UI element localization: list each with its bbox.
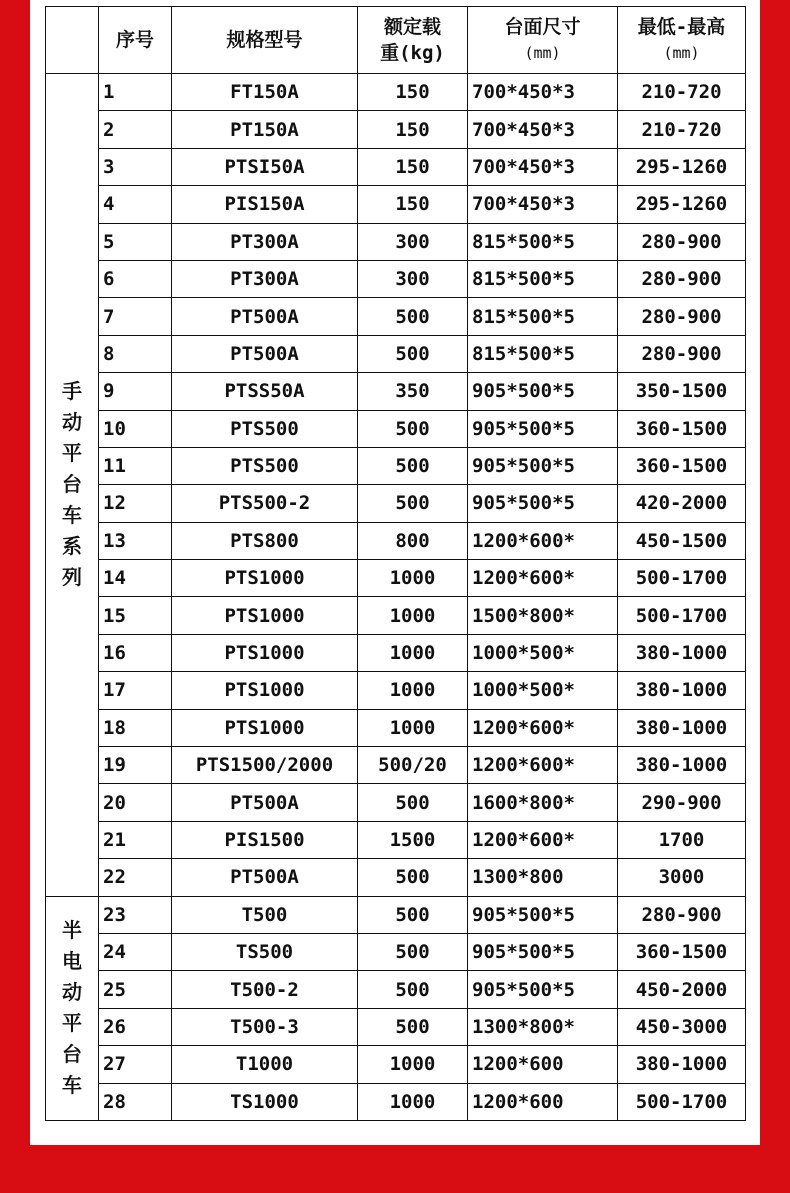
cell-model: PTS500 (172, 447, 358, 484)
cell-model: PTS1000 (172, 634, 358, 671)
group-char: 动 (62, 980, 82, 1005)
cell-load: 300 (358, 223, 468, 260)
cell-no: 20 (99, 784, 172, 821)
table-row (46, 672, 746, 709)
cell-load: 350 (358, 373, 468, 410)
cell-model: T500 (172, 896, 358, 933)
group-char: 平 (62, 1011, 82, 1036)
cell-model: TS500 (172, 933, 358, 970)
group-char: 车 (62, 503, 82, 528)
header-load: 额定载 重(kg) (358, 7, 468, 74)
cell-range: 280-900 (618, 896, 746, 933)
cell-model: PT300A (172, 223, 358, 260)
cell-no: 19 (99, 747, 172, 784)
cell-range: 450-2000 (618, 971, 746, 1008)
cell-no: 1 (99, 74, 172, 111)
cell-no: 16 (99, 634, 172, 671)
cell-no: 8 (99, 335, 172, 372)
cell-size: 1200*600 (468, 1083, 618, 1120)
cell-size: 905*500*5 (468, 485, 618, 522)
cell-range: 360-1500 (618, 410, 746, 447)
table-row (46, 859, 746, 896)
cell-range: 450-3000 (618, 1008, 746, 1045)
cell-load: 500 (358, 410, 468, 447)
cell-model: PTS1000 (172, 597, 358, 634)
cell-model: PTS1000 (172, 709, 358, 746)
group-char: 平 (62, 441, 82, 466)
group-char: 台 (62, 472, 82, 497)
cell-load: 1500 (358, 821, 468, 858)
cell-model: PT300A (172, 260, 358, 297)
table-row (46, 335, 746, 372)
cell-no: 11 (99, 447, 172, 484)
cell-no: 9 (99, 373, 172, 410)
cell-model: PTS800 (172, 522, 358, 559)
cell-load: 1000 (358, 1083, 468, 1120)
cell-no: 4 (99, 186, 172, 223)
cell-no: 21 (99, 821, 172, 858)
cell-size: 815*500*5 (468, 335, 618, 372)
cell-model: PTS1000 (172, 672, 358, 709)
cell-load: 300 (358, 260, 468, 297)
cell-no: 13 (99, 522, 172, 559)
header-size: 台面尺寸 (mm) (468, 7, 618, 74)
table-row (46, 971, 746, 1008)
cell-model: PTSI50A (172, 148, 358, 185)
cell-range: 500-1700 (618, 560, 746, 597)
cell-no: 24 (99, 933, 172, 970)
group-char: 半 (62, 918, 82, 943)
cell-load: 150 (358, 186, 468, 223)
table-row (46, 522, 746, 559)
cell-size: 1200*600* (468, 522, 618, 559)
cell-load: 1000 (358, 672, 468, 709)
cell-size: 905*500*5 (468, 410, 618, 447)
cell-range: 210-720 (618, 111, 746, 148)
cell-load: 500 (358, 896, 468, 933)
cell-size: 700*450*3 (468, 111, 618, 148)
cell-no: 6 (99, 260, 172, 297)
table-row (46, 485, 746, 522)
cell-range: 280-900 (618, 298, 746, 335)
table-row (46, 447, 746, 484)
table-row (46, 560, 746, 597)
cell-size: 815*500*5 (468, 223, 618, 260)
cell-size: 1000*500* (468, 672, 618, 709)
cell-load: 150 (358, 111, 468, 148)
cell-size: 1300*800* (468, 1008, 618, 1045)
cell-load: 1000 (358, 560, 468, 597)
table-row (46, 410, 746, 447)
cell-model: T1000 (172, 1046, 358, 1083)
table-row (46, 260, 746, 297)
cell-range: 280-900 (618, 223, 746, 260)
cell-range: 290-900 (618, 784, 746, 821)
cell-model: FT150A (172, 74, 358, 111)
cell-size: 1600*800* (468, 784, 618, 821)
cell-model: PIS1500 (172, 821, 358, 858)
cell-load: 150 (358, 148, 468, 185)
cell-range: 450-1500 (618, 522, 746, 559)
cell-size: 905*500*5 (468, 896, 618, 933)
cell-load: 500 (358, 933, 468, 970)
table-row (46, 111, 746, 148)
cell-no: 28 (99, 1083, 172, 1120)
cell-size: 815*500*5 (468, 298, 618, 335)
cell-size: 905*500*5 (468, 373, 618, 410)
header-range: 最低-最高 (mm) (618, 7, 746, 74)
header-model: 规格型号 (172, 7, 358, 74)
group-char: 系 (62, 534, 82, 559)
cell-load: 500 (358, 784, 468, 821)
cell-range: 380-1000 (618, 709, 746, 746)
group-char: 列 (62, 565, 82, 590)
cell-range: 500-1700 (618, 1083, 746, 1120)
table-row (46, 1008, 746, 1045)
cell-range: 360-1500 (618, 933, 746, 970)
header-no: 序号 (99, 7, 172, 74)
cell-range: 360-1500 (618, 447, 746, 484)
group-char: 车 (62, 1073, 82, 1098)
cell-size: 700*450*3 (468, 148, 618, 185)
cell-size: 905*500*5 (468, 971, 618, 1008)
cell-range: 350-1500 (618, 373, 746, 410)
cell-size: 1500*800* (468, 597, 618, 634)
cell-load: 500 (358, 485, 468, 522)
group-header (46, 7, 99, 74)
cell-model: PIS150A (172, 186, 358, 223)
cell-model: PTS500-2 (172, 485, 358, 522)
cell-model: PTS1500/2000 (172, 747, 358, 784)
cell-size: 905*500*5 (468, 933, 618, 970)
cell-range: 380-1000 (618, 1046, 746, 1083)
table-row (46, 821, 746, 858)
table-row (46, 1083, 746, 1120)
cell-size: 1300*800 (468, 859, 618, 896)
cell-model: PTSS50A (172, 373, 358, 410)
spec-table (45, 6, 746, 1121)
table-row (46, 298, 746, 335)
cell-model: PTS1000 (172, 560, 358, 597)
cell-no: 14 (99, 560, 172, 597)
cell-no: 7 (99, 298, 172, 335)
cell-no: 10 (99, 410, 172, 447)
cell-size: 1200*600* (468, 709, 618, 746)
cell-range: 380-1000 (618, 747, 746, 784)
table-row (46, 373, 746, 410)
table-row (46, 933, 746, 970)
table-body (46, 74, 746, 1121)
cell-range: 210-720 (618, 74, 746, 111)
cell-load: 500 (358, 1008, 468, 1045)
table-row (46, 186, 746, 223)
cell-load: 800 (358, 522, 468, 559)
cell-size: 700*450*3 (468, 186, 618, 223)
table-row (46, 223, 746, 260)
table-row (46, 747, 746, 784)
table-row (46, 597, 746, 634)
cell-range: 1700 (618, 821, 746, 858)
group-char: 电 (62, 949, 82, 974)
cell-no: 5 (99, 223, 172, 260)
cell-range: 295-1260 (618, 186, 746, 223)
cell-model: T500-2 (172, 971, 358, 1008)
table-row (46, 634, 746, 671)
cell-size: 1000*500* (468, 634, 618, 671)
cell-load: 150 (358, 74, 468, 111)
cell-no: 18 (99, 709, 172, 746)
cell-range: 280-900 (618, 260, 746, 297)
table-row (46, 896, 746, 933)
cell-no: 27 (99, 1046, 172, 1083)
cell-load: 1000 (358, 597, 468, 634)
group-semi-electric (46, 896, 99, 1120)
cell-model: PT500A (172, 298, 358, 335)
cell-model: PT500A (172, 859, 358, 896)
cell-model: TS1000 (172, 1083, 358, 1120)
cell-model: PT150A (172, 111, 358, 148)
cell-load: 1000 (358, 634, 468, 671)
cell-no: 2 (99, 111, 172, 148)
cell-model: PT500A (172, 335, 358, 372)
cell-no: 23 (99, 896, 172, 933)
cell-size: 1200*600* (468, 747, 618, 784)
table-row (46, 709, 746, 746)
cell-no: 25 (99, 971, 172, 1008)
cell-no: 12 (99, 485, 172, 522)
cell-no: 15 (99, 597, 172, 634)
cell-load: 500 (358, 859, 468, 896)
cell-size: 815*500*5 (468, 260, 618, 297)
cell-model: T500-3 (172, 1008, 358, 1045)
cell-load: 500 (358, 335, 468, 372)
cell-no: 22 (99, 859, 172, 896)
cell-load: 500 (358, 447, 468, 484)
content-card (30, 0, 760, 1145)
cell-model: PT500A (172, 784, 358, 821)
cell-no: 3 (99, 148, 172, 185)
table-row (46, 148, 746, 185)
group-char: 动 (62, 410, 82, 435)
cell-size: 905*500*5 (468, 447, 618, 484)
cell-range: 280-900 (618, 335, 746, 372)
cell-range: 420-2000 (618, 485, 746, 522)
cell-range: 3000 (618, 859, 746, 896)
cell-load: 1000 (358, 1046, 468, 1083)
table-row (46, 74, 746, 111)
cell-load: 1000 (358, 709, 468, 746)
cell-model: PTS500 (172, 410, 358, 447)
group-char: 手 (62, 379, 82, 404)
group-manual-series (46, 74, 99, 897)
cell-range: 500-1700 (618, 597, 746, 634)
cell-range: 380-1000 (618, 634, 746, 671)
cell-load: 500 (358, 971, 468, 1008)
cell-no: 17 (99, 672, 172, 709)
cell-size: 1200*600* (468, 560, 618, 597)
cell-size: 1200*600 (468, 1046, 618, 1083)
cell-no: 26 (99, 1008, 172, 1045)
table-header-row (46, 7, 746, 74)
cell-size: 1200*600* (468, 821, 618, 858)
cell-load: 500/20 (358, 747, 468, 784)
table-row (46, 1046, 746, 1083)
cell-load: 500 (358, 298, 468, 335)
group-char: 台 (62, 1042, 82, 1067)
cell-size: 700*450*3 (468, 74, 618, 111)
cell-range: 295-1260 (618, 148, 746, 185)
cell-range: 380-1000 (618, 672, 746, 709)
table-row (46, 784, 746, 821)
